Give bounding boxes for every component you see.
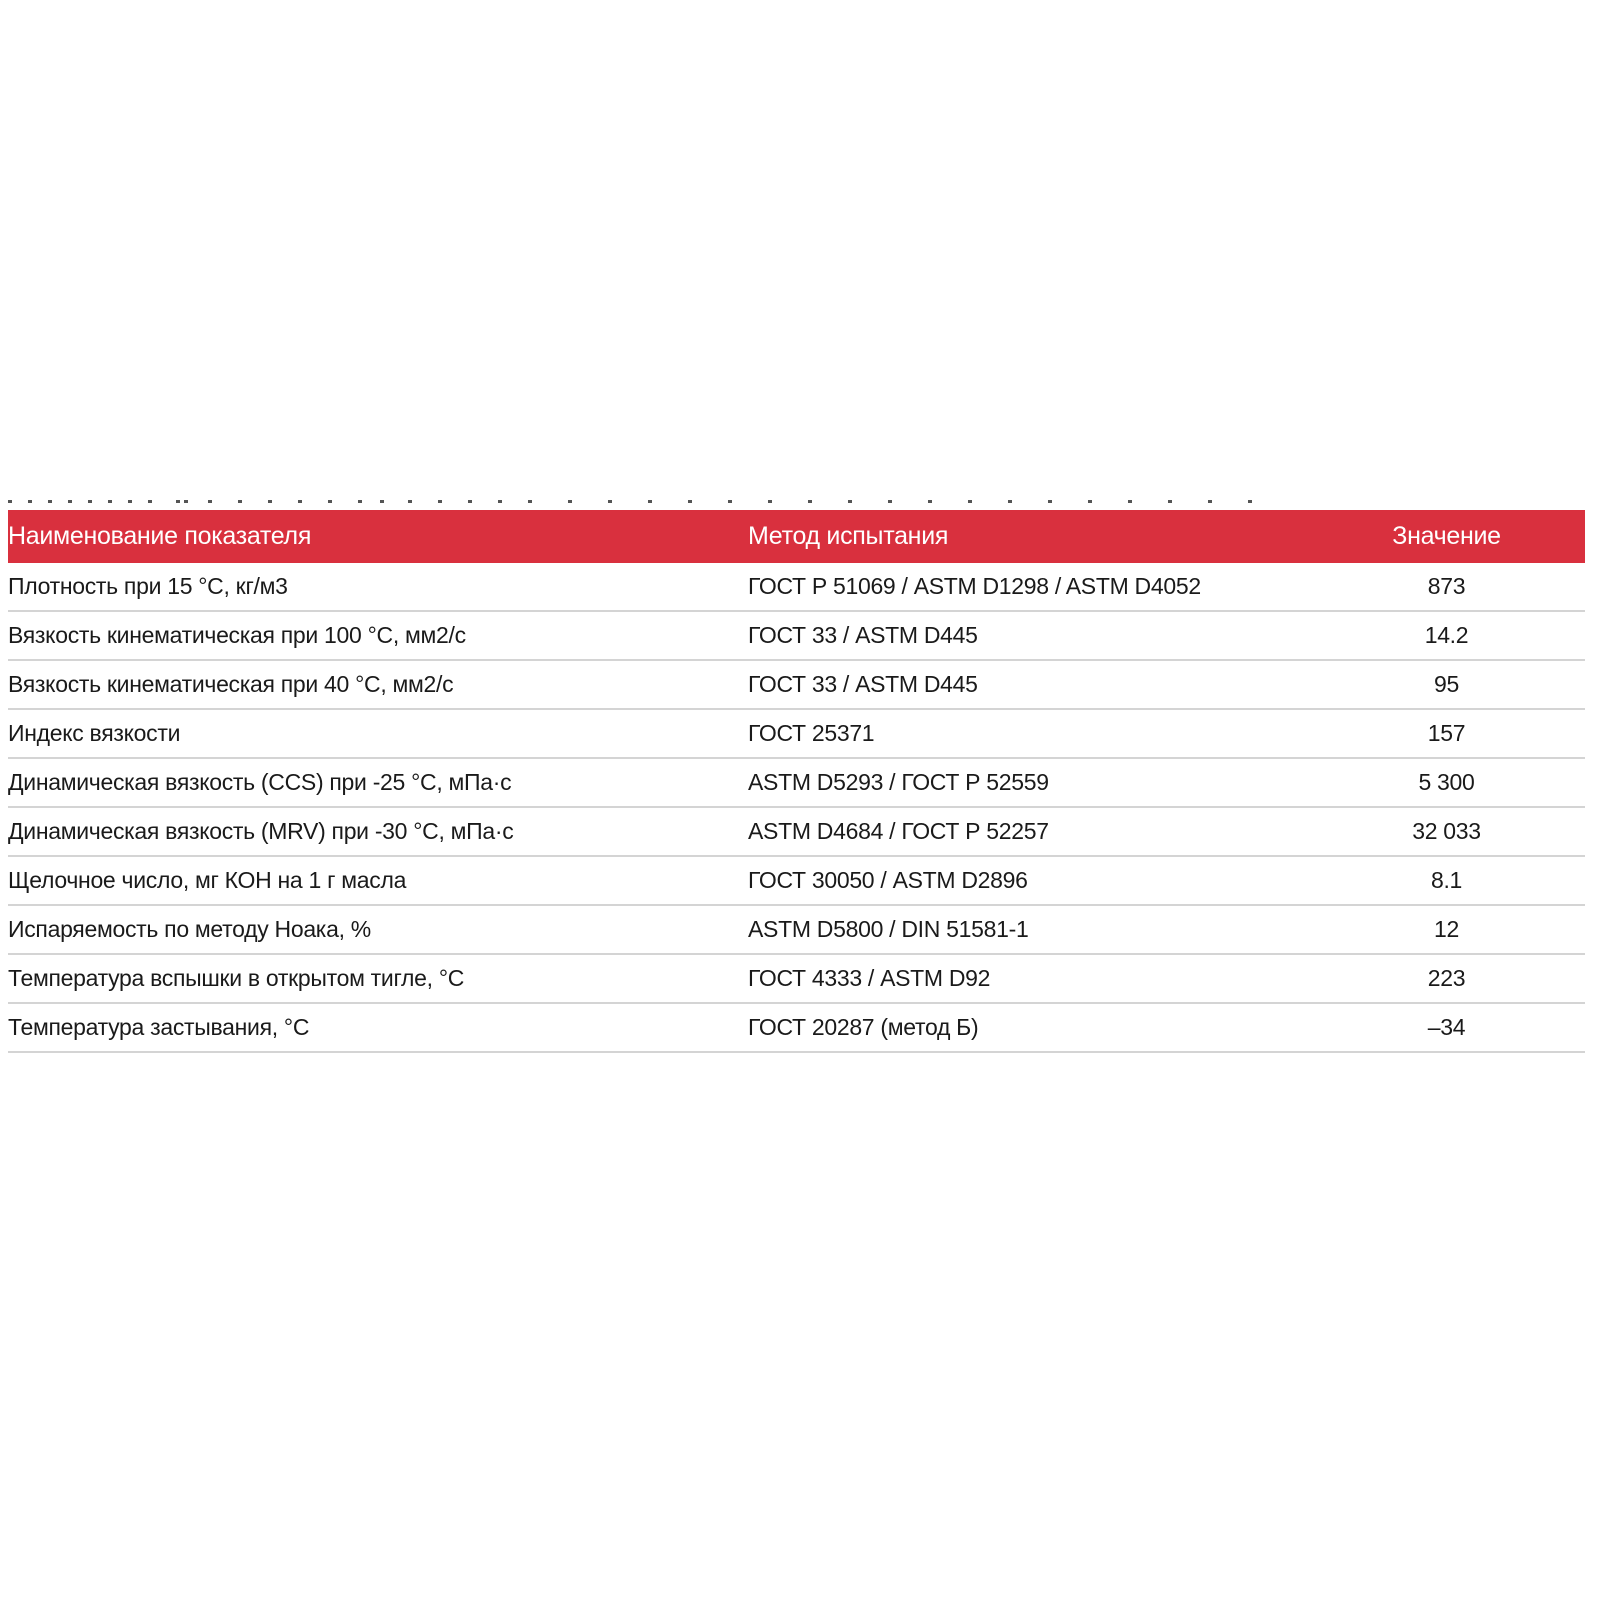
cell-parameter-name: Динамическая вязкость (MRV) при -30 °С, мПа·с bbox=[8, 807, 748, 856]
cell-test-method: ASTM D4684 / ГОСТ Р 52257 bbox=[748, 807, 1308, 856]
cell-test-method: ГОСТ 33 / ASTM D445 bbox=[748, 660, 1308, 709]
cell-parameter-name: Щелочное число, мг КОН на 1 г масла bbox=[8, 856, 748, 905]
cell-parameter-name: Вязкость кинематическая при 100 °С, мм2/с bbox=[8, 611, 748, 660]
cell-parameter-name: Температура вспышки в открытом тигле, °С bbox=[8, 954, 748, 1003]
cell-test-method: ASTM D5293 / ГОСТ Р 52559 bbox=[748, 758, 1308, 807]
cell-parameter-name: Индекс вязкости bbox=[8, 709, 748, 758]
table-row bbox=[8, 660, 1585, 709]
cell-value: 5 300 bbox=[1308, 758, 1585, 807]
cell-parameter-name: Температура застывания, °С bbox=[8, 1003, 748, 1052]
header-parameter-name: Наименование показателя bbox=[8, 510, 748, 563]
table-header bbox=[8, 510, 1585, 563]
table-row bbox=[8, 1003, 1585, 1052]
cell-test-method: ГОСТ 30050 / ASTM D2896 bbox=[748, 856, 1308, 905]
cell-value: 223 bbox=[1308, 954, 1585, 1003]
table-row bbox=[8, 856, 1585, 905]
table-row bbox=[8, 611, 1585, 660]
cell-test-method: ГОСТ 4333 / ASTM D92 bbox=[748, 954, 1308, 1003]
table-body bbox=[8, 563, 1585, 1052]
cell-test-method: ГОСТ 33 / ASTM D445 bbox=[748, 611, 1308, 660]
table-row bbox=[8, 709, 1585, 758]
cell-value: 14.2 bbox=[1308, 611, 1585, 660]
cell-value: 95 bbox=[1308, 660, 1585, 709]
cell-parameter-name: Испаряемость по методу Ноака, % bbox=[8, 905, 748, 954]
table-row bbox=[8, 563, 1585, 611]
cell-test-method: ГОСТ 20287 (метод Б) bbox=[748, 1003, 1308, 1052]
cell-value: 8.1 bbox=[1308, 856, 1585, 905]
cell-test-method: ГОСТ Р 51069 / ASTM D1298 / ASTM D4052 bbox=[748, 563, 1308, 611]
cell-value: –34 bbox=[1308, 1003, 1585, 1052]
cell-value: 32 033 bbox=[1308, 807, 1585, 856]
header-test-method: Метод испытания bbox=[748, 510, 1308, 563]
cell-value: 873 bbox=[1308, 563, 1585, 611]
table-row bbox=[8, 905, 1585, 954]
specifications-table bbox=[8, 510, 1585, 1053]
cell-parameter-name: Вязкость кинематическая при 40 °С, мм2/с bbox=[8, 660, 748, 709]
table-row bbox=[8, 758, 1585, 807]
cell-test-method: ASTM D5800 / DIN 51581-1 bbox=[748, 905, 1308, 954]
clipped-text-fragment bbox=[8, 493, 1288, 503]
cell-parameter-name: Динамическая вязкость (CCS) при -25 °С, мПа·с bbox=[8, 758, 748, 807]
cell-test-method: ГОСТ 25371 bbox=[748, 709, 1308, 758]
cell-parameter-name: Плотность при 15 °С, кг/м3 bbox=[8, 563, 748, 611]
table-row bbox=[8, 807, 1585, 856]
table-row bbox=[8, 954, 1585, 1003]
header-row bbox=[8, 510, 1585, 563]
cell-value: 12 bbox=[1308, 905, 1585, 954]
cell-value: 157 bbox=[1308, 709, 1585, 758]
header-value: Значение bbox=[1308, 510, 1585, 563]
